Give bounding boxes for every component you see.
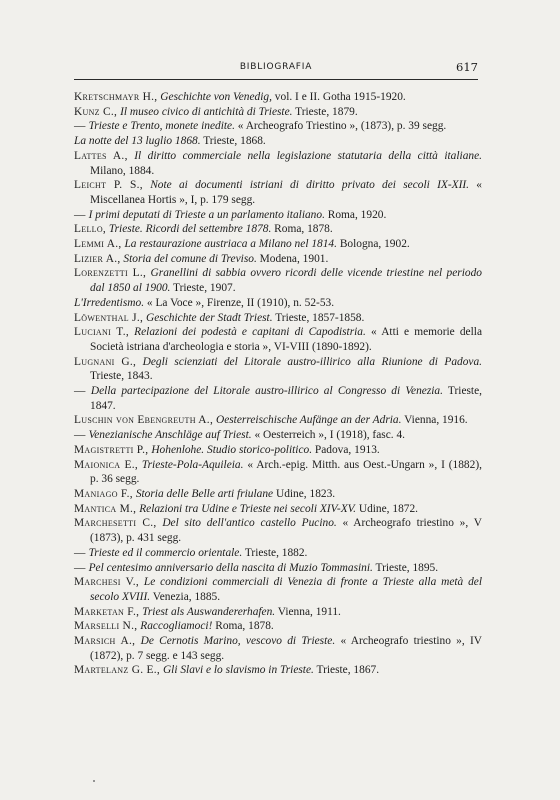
bibliography-entry: [74, 149, 482, 178]
bibliography-entry: [74, 355, 482, 384]
entry-publication: « Archeografo Triestino », (1873), p. 39 segg.: [234, 120, 447, 133]
bibliography-entry: [74, 178, 482, 207]
entry-title: Raccogliamoci!: [140, 620, 213, 633]
entry-title: Pel centesimo anniversario della nascita di Muzio Tommasini.: [88, 561, 373, 574]
bibliography-entry: [74, 502, 482, 517]
entry-publication: « Arch.-epig. Mitth. aus Oest.-Ungarn », I (1882), p. 36 segg.: [90, 458, 482, 486]
entry-author: Kretschmayr H.,: [74, 91, 158, 103]
entry-title: Le condizioni commerciali di Venezia di fronte a Trieste alla metà del secolo XVIII.: [90, 576, 482, 603]
entry-author: Lattes A.,: [74, 149, 128, 162]
entry-author: Marsich A.,: [74, 635, 136, 648]
entry-title: Relazioni tra Udine e Trieste nei secoli XIV-XV.: [139, 502, 356, 515]
entry-author: Marketan F.,: [74, 605, 140, 618]
entry-author: —: [74, 429, 86, 442]
entry-author: Maniago F.,: [74, 487, 133, 500]
entry-title: Granellini di sabbia ovvero ricordi delle vicende triestine nel periodo dal 1850 al 1900.: [90, 267, 482, 295]
bibliography-entry: [74, 237, 482, 252]
entry-author: Luschin von Ebengreuth A.,: [74, 414, 214, 427]
entry-title: Hohenlohe. Studio storico-politico.: [151, 443, 313, 456]
entry-title: Trieste. Ricordi del settembre 1878.: [108, 223, 272, 236]
entry-publication: « Atti e memorie della Società istriana d'archeologia e storia », VI-VIII (1890-1892).: [90, 326, 482, 353]
entry-publication: Trieste, 1882.: [242, 546, 308, 559]
bibliography-entry: [74, 208, 482, 223]
header-rule: [74, 79, 478, 80]
bibliography-entry: [74, 119, 482, 134]
entry-author: —: [74, 561, 86, 574]
entry-author: —: [74, 208, 86, 221]
entry-title: Trieste-Pola-Aquileia.: [141, 458, 244, 471]
bibliography-entry: [74, 443, 482, 458]
entry-author: Luciani T.,: [74, 326, 129, 339]
entry-publication: Trieste, 1879.: [292, 105, 358, 118]
entry-title: La restaurazione austriaca a Milano nel 1814.: [124, 238, 337, 251]
entry-publication: Roma, 1878.: [212, 620, 274, 633]
entry-publication: vol. I e II. Gotha 1915-1920.: [271, 91, 406, 103]
bibliography-entry: [74, 105, 482, 120]
entry-author: —: [74, 120, 86, 133]
entry-title: De Cernotis Marino, vescovo di Trieste.: [140, 635, 336, 648]
entry-publication: Trieste, 1907.: [170, 282, 236, 295]
entry-publication: Venezia, 1885.: [150, 590, 221, 603]
entry-title: Venezianische Anschläge auf Triest.: [88, 429, 252, 442]
entry-publication: Vienna, 1916.: [401, 414, 468, 427]
bibliography-entry: [74, 634, 482, 663]
bibliography-entry: [74, 458, 482, 487]
entry-publication: « Miscellanea Hortis », I, p. 179 segg.: [90, 179, 482, 206]
entry-title: Storia del comune di Treviso.: [123, 252, 257, 265]
bibliography-entry: [74, 428, 482, 443]
bibliography-entry: [74, 575, 482, 604]
page-number: 617: [456, 60, 478, 74]
entry-publication: Milano, 1884.: [90, 164, 155, 177]
entry-title: Del sito dell'antico castello Pucino.: [162, 517, 337, 530]
entry-title: Degli scienziati del Litorale austro-illirico alla Riunione di Padova.: [142, 355, 483, 368]
entry-publication: « Archeografo triestino », V (1873), p. 431 segg.: [90, 517, 482, 545]
entry-publication: Udine, 1872.: [356, 502, 419, 515]
bibliography-entry: [74, 134, 482, 149]
entry-publication: Trieste, 1895.: [372, 561, 439, 574]
entry-author: —: [74, 546, 86, 559]
page-header: [74, 60, 478, 76]
entry-title: Geschichte von Venedig,: [160, 91, 272, 103]
entry-title: Gli Slavi e lo slavismo in Trieste.: [162, 664, 314, 677]
entry-author: Kunz C.,: [74, 105, 118, 118]
entry-title: Geschichte der Stadt Triest.: [146, 311, 273, 324]
entry-author: Lugnani G.,: [74, 355, 137, 368]
entry-publication: Vienna, 1911.: [275, 605, 341, 618]
entry-title: L'Irredentismo.: [74, 296, 145, 309]
entry-author: —: [74, 385, 86, 398]
bibliography-entry: [74, 311, 482, 326]
bibliography-entry: [74, 546, 482, 561]
entry-publication: « Archeografo triestino », IV (1872), p. 7 segg. e 143 segg.: [90, 635, 482, 662]
entry-publication: Padova, 1913.: [312, 443, 380, 456]
bibliography-entry: [74, 296, 482, 311]
entry-author: Lorenzetti L.,: [74, 267, 147, 280]
bibliography-entry: [74, 222, 482, 237]
entry-publication: Trieste, 1857-1858.: [272, 311, 365, 324]
entry-title: Relazioni dei podestà e capitani di Capodistria.: [134, 326, 366, 339]
entry-author: Marselli N.,: [74, 620, 138, 633]
entry-publication: Modena, 1901.: [256, 252, 329, 265]
entry-publication: Trieste, 1847.: [90, 385, 482, 412]
entry-title: Storia delle Belle arti friulane: [135, 487, 274, 500]
bibliography-entry: [74, 619, 482, 634]
entry-publication: Udine, 1823.: [273, 487, 336, 500]
entry-title: Il museo civico di antichità di Trieste.: [120, 105, 293, 118]
paper-speck: [93, 780, 95, 782]
bibliography-entry: [74, 561, 482, 576]
bibliography-entry: [74, 663, 482, 678]
entry-title: Della partecipazione del Litorale austro-illirico al Congresso di Venezia.: [90, 385, 443, 398]
entry-publication: Trieste, 1868.: [200, 135, 266, 148]
running-title: BIBLIOGRAFIA: [239, 62, 313, 72]
entry-title: Oesterreischische Aufänge an der Adria.: [215, 414, 402, 427]
bibliography-entry: [74, 266, 482, 295]
entry-title: Il diritto commerciale nella legislazione statutaria della città italiane.: [134, 149, 482, 162]
bibliography-entry: [74, 325, 482, 354]
entry-author: Martelanz G. E.,: [74, 664, 161, 677]
entry-author: Mantica M.,: [74, 502, 137, 515]
entry-publication: Roma, 1878.: [271, 223, 333, 236]
entry-title: La notte del 13 luglio 1868.: [74, 135, 201, 148]
entry-author: Marchesetti C.,: [74, 517, 157, 530]
entry-author: Lemmi A.,: [74, 238, 122, 251]
bibliography-entry: [74, 90, 482, 105]
entry-publication: « La Voce », Firenze, II (1910), n. 52-53.: [144, 296, 335, 309]
entry-publication: Trieste, 1867.: [313, 664, 380, 677]
entry-title: Trieste ed il commercio orientale.: [88, 546, 243, 559]
bibliography-entry: [74, 384, 482, 413]
entry-author: Magistretti P.,: [74, 443, 149, 456]
entry-title: Trieste e Trento, monete inedite.: [88, 120, 235, 133]
entry-author: Lizier A.,: [74, 252, 121, 265]
bibliography-entry: [74, 413, 482, 428]
entry-title: Triest als Auswandererhafen.: [142, 605, 276, 618]
entry-title: I primi deputati di Trieste a un parlamento italiano.: [88, 208, 325, 221]
entry-publication: « Oesterreich », I (1918), fasc. 4.: [251, 429, 406, 442]
entry-author: Löwenthal J.,: [74, 311, 144, 324]
entry-author: Lello,: [74, 223, 107, 236]
entry-author: Marchesi V.,: [74, 576, 140, 589]
entry-author: Maionica E.,: [74, 458, 139, 471]
bibliography-list: [74, 90, 482, 678]
bibliography-entry: [74, 516, 482, 545]
entry-author: Leicht P. S.,: [74, 179, 143, 192]
bibliography-entry: [74, 252, 482, 267]
bibliography-entry: [74, 605, 482, 620]
bibliography-entry: [74, 487, 482, 502]
entry-title: Note ai documenti istriani di diritto privato dei secoli IX-XII.: [150, 179, 470, 192]
entry-publication: Bologna, 1902.: [336, 238, 410, 251]
entry-publication: Roma, 1920.: [324, 208, 387, 221]
entry-publication: Trieste, 1843.: [90, 370, 153, 383]
